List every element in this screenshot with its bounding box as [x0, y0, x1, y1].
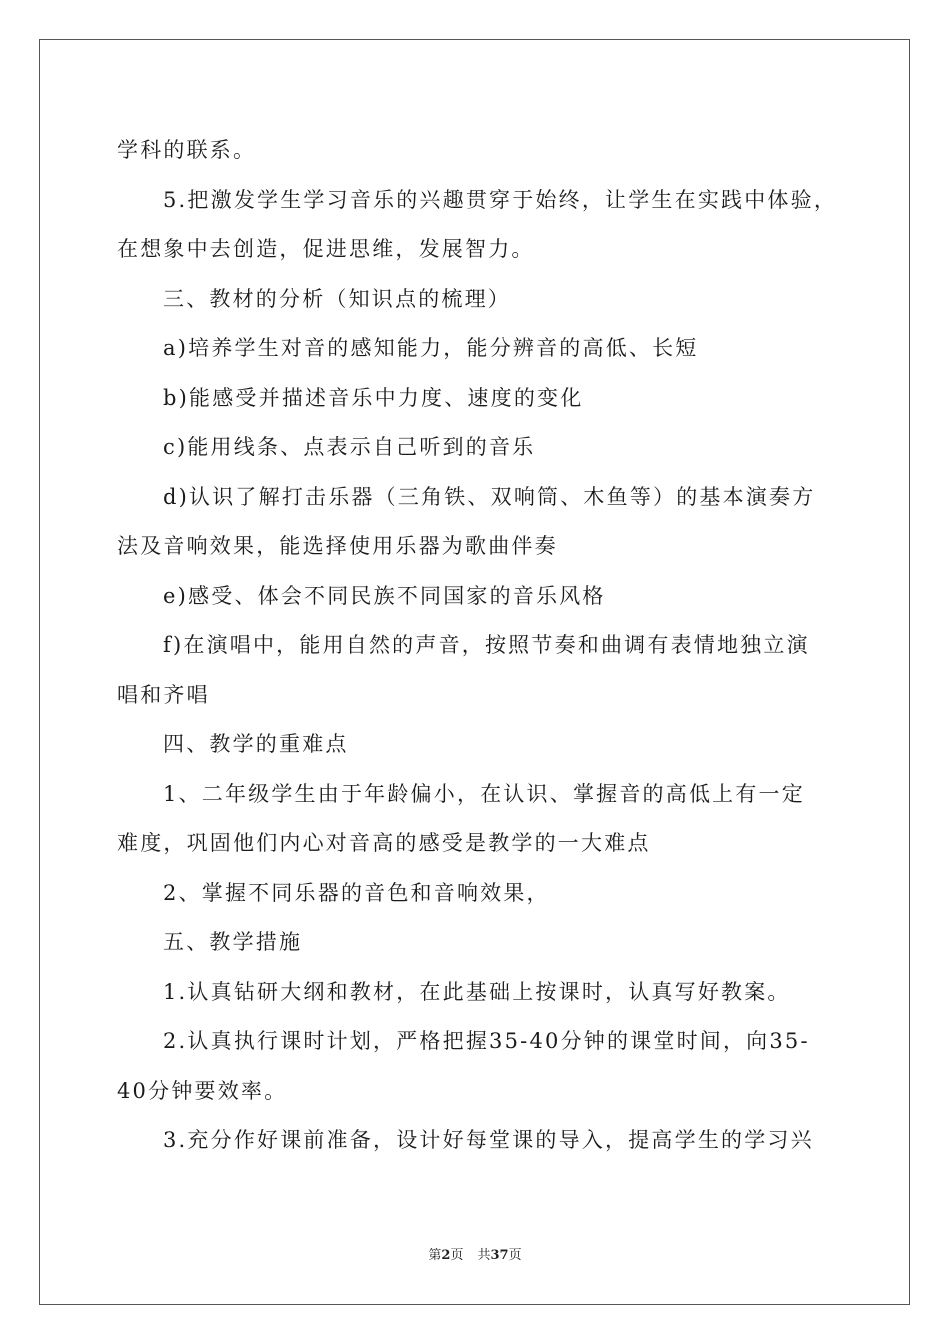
- text-line: 法及音响效果，能选择使用乐器为歌曲伴奏: [117, 534, 558, 558]
- list-item: a)培养学生对音的感知能力，能分辨音的高低、长短: [163, 336, 699, 360]
- list-item: 2、掌握不同乐器的音色和音响效果，: [163, 880, 550, 905]
- total-prefix: 共: [477, 1248, 491, 1263]
- text-line: 学科的联系。: [117, 138, 257, 162]
- list-item: f)在演唱中，能用自然的声音，按照节奏和曲调有表情地独立演: [163, 633, 810, 657]
- list-item: d)认识了解打击乐器（三角铁、双响筒、木鱼等）的基本演奏方: [163, 484, 816, 509]
- list-item: 2.认真执行课时计划，严格把握35-40分钟的课堂时间，向35-: [163, 1029, 810, 1053]
- page-number: 2: [441, 1248, 451, 1263]
- list-item: 3.充分作好课前准备，设计好每堂课的导入，提高学生的学习兴: [163, 1128, 814, 1152]
- page-suffix: 页: [450, 1248, 464, 1263]
- list-item: b)能感受并描述音乐中力度、速度的变化: [163, 385, 584, 410]
- text-line: 40分钟要效率。: [117, 1078, 288, 1103]
- text-line: 难度，巩固他们内心对音高的感受是教学的一大难点: [117, 831, 651, 855]
- document-body: [117, 126, 837, 1166]
- list-item: c)能用线条、点表示自己听到的音乐: [163, 435, 536, 459]
- text-line: 在想象中去创造，促进思维，发展智力。: [117, 237, 535, 261]
- text-line: 5.把激发学生学习音乐的兴趣贯穿于始终，让学生在实践中体验，: [163, 187, 838, 212]
- list-item: e)感受、体会不同民族不同国家的音乐风格: [163, 583, 606, 608]
- list-item: 1、二年级学生由于年龄偏小，在认识、掌握音的高低上有一定: [163, 781, 805, 806]
- section-heading: 三、教材的分析（知识点的梳理）: [163, 286, 511, 311]
- page-prefix: 第: [428, 1248, 442, 1263]
- text-line: 唱和齐唱: [117, 682, 210, 707]
- section-heading: 四、教学的重难点: [163, 732, 349, 756]
- section-heading: 五、教学措施: [163, 930, 303, 954]
- list-item: 1.认真钻研大纲和教材，在此基础上按课时，认真写好教案。: [163, 979, 791, 1004]
- page-footer: [0, 1244, 950, 1263]
- total-pages: 37: [490, 1248, 509, 1263]
- total-suffix: 页: [508, 1248, 522, 1263]
